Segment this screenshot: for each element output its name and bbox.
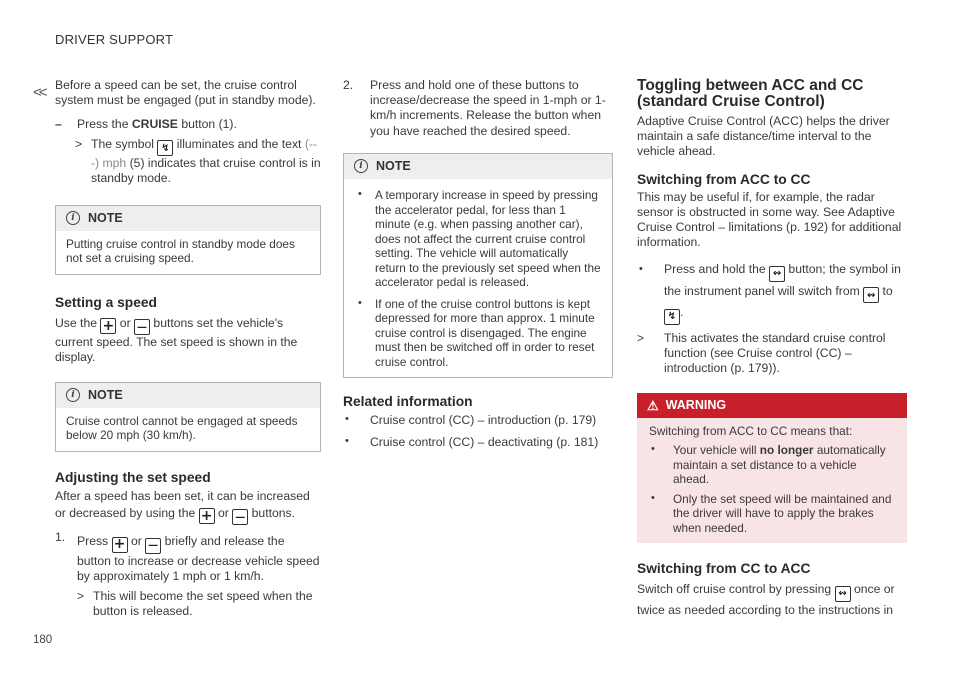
warning-intro: Switching from ACC to CC means that:	[649, 423, 853, 438]
warning-body	[637, 418, 907, 544]
page-number: 180	[33, 634, 53, 646]
step1-or: or	[130, 534, 142, 549]
step-result	[55, 137, 321, 187]
note-title: NOTE	[376, 158, 411, 173]
intro-text: Before a speed can be set, the cruise control system must be engaged (put in standby mode).	[55, 78, 316, 108]
cruise-standby-icon	[664, 309, 680, 325]
note-title: NOTE	[88, 210, 123, 225]
note-body: Cruise control cannot be engaged at speeds below 20 mph (30 km/h).	[66, 413, 298, 443]
related-link-item[interactable]	[343, 435, 613, 450]
setting-or: or	[119, 315, 131, 330]
note-header	[56, 383, 320, 408]
heading-setting-speed: Setting a speed	[55, 294, 157, 310]
bullet-marker: •	[651, 491, 655, 504]
result-text-mid: illuminates and the text	[176, 136, 302, 151]
heading-cc-to-acc: Switching from CC to ACC	[637, 561, 811, 577]
note-header	[344, 154, 612, 179]
note-bullet-text: A temporary increase in speed by pressing the accelerator pedal, for less than 1 minute (e.g. when passing another car), does not affect the current cruise control setting. The vehicle will automatically return to the previously set speed when the accelerator pedal is released.	[375, 188, 601, 290]
setting-text	[55, 316, 321, 366]
step-number: 1.	[55, 530, 66, 545]
cruise-standby-icon	[157, 140, 173, 156]
cruise-button-label: CRUISE	[131, 117, 178, 132]
step-text-end: button (1).	[181, 117, 237, 132]
adjust-text-post: buttons.	[251, 505, 296, 520]
setting-text-post: buttons set the vehicle's current speed. The set speed is shown in the display.	[55, 315, 298, 365]
column-3	[637, 78, 907, 619]
bullet-marker: •	[358, 296, 362, 309]
heading-toggling: Toggling between ACC and CC (standard Cruise Control)	[637, 77, 864, 110]
heading-adjusting-speed: Adjusting the set speed	[55, 469, 211, 485]
acc-to-cc-text: This may be useful if, for example, the radar sensor is obstructed in some way. See Adaptive Cruise Control – limitations (p. 192) for additional information.	[637, 189, 902, 250]
result-text-pre: The symbol	[91, 136, 154, 151]
step1-result	[77, 589, 321, 619]
note-body: Putting cruise control in standby mode does not set a cruising speed.	[66, 236, 295, 266]
acc-result-text: This activates the standard cruise control function (see Cruise control (CC) – introduction (p. 179)).	[664, 330, 886, 376]
result-text-post: (5) indicates that cruise control is in standby mode.	[91, 156, 321, 186]
note-bullet	[356, 188, 602, 290]
warning-bullet-bold: no longer	[759, 443, 814, 458]
adjust-text-pre: After a speed has been set, it can be increased or decreased by using the	[55, 488, 310, 520]
related-link-item[interactable]	[343, 413, 613, 428]
note-body	[344, 179, 612, 377]
bullet-marker: •	[639, 263, 643, 276]
minus-button-icon	[145, 538, 161, 554]
acc-icon	[863, 287, 879, 303]
step1-text-post: briefly and release the button to increase or decrease vehicle speed by approximately 1 mph or 1 km/h.	[77, 534, 320, 584]
adjust-or: or	[218, 505, 229, 520]
toggle-text: Adaptive Cruise Control (ACC) helps the driver maintain a safe distance/time interval to the vehicle ahead.	[637, 114, 890, 159]
note-title: NOTE	[88, 387, 123, 402]
numbered-step-1	[55, 530, 321, 619]
note-min-speed	[55, 382, 321, 452]
acc-icon	[769, 266, 785, 282]
bullet-marker: •	[358, 188, 362, 201]
plus-button-icon	[112, 537, 128, 553]
step1-result-text: This will become the set speed when the button is released.	[93, 589, 313, 619]
step1-text-pre: Press	[77, 534, 109, 549]
acc-step-text-pre: Press and hold the	[664, 262, 766, 277]
adjust-text	[55, 488, 321, 526]
note-bullet	[356, 297, 602, 370]
heading-related-info: Related information	[343, 394, 473, 410]
note-temporary-increase	[343, 153, 613, 378]
related-link[interactable]: Cruise control (CC) – deactivating (p. 181)	[370, 435, 599, 450]
acc-step-text-to: to	[882, 283, 893, 298]
result-marker: >	[637, 330, 645, 345]
warning-box	[637, 393, 907, 544]
bullet-marker: •	[651, 443, 655, 456]
plus-button-icon	[100, 318, 116, 334]
setting-text-pre: Use the	[55, 315, 98, 330]
warning-bullet	[649, 492, 895, 536]
cc-to-acc-text-post: once or twice as needed according to the instructions in	[637, 582, 895, 617]
minus-button-icon	[134, 319, 150, 335]
note-header	[56, 206, 320, 231]
cc-to-acc-text	[637, 581, 907, 619]
acc-step-text-mid: button; the symbol in the instrument panel will switch from	[664, 262, 901, 298]
column-2	[343, 78, 613, 450]
step2-text: Press and hold one of these buttons to increase/decrease the speed in 1-mph or 1-km/h increments. Release the button when you have reached the desired speed.	[370, 78, 606, 138]
back-nav-icon[interactable]: <<	[33, 84, 45, 101]
warning-bullet-text: Only the set speed will be maintained and the driver will have to apply the brakes when needed.	[673, 491, 892, 535]
warning-bullet	[649, 443, 895, 487]
page-header: DRIVER SUPPORT	[55, 32, 174, 47]
note-bullet-text: If one of the cruise control buttons is kept depressed for more than approx. 1 minute cruise control is disengaged. The engine must then be switched off in order to reset cruise control.	[375, 296, 595, 369]
info-icon: i	[66, 211, 80, 225]
warning-icon: ⚠	[647, 397, 659, 413]
cc-to-acc-text-pre: Switch off cruise control by pressing	[637, 582, 832, 597]
warning-bullet-post: automatically maintain a set distance to a vehicle ahead.	[673, 443, 886, 487]
minus-button-icon	[232, 509, 248, 525]
warning-bullet-pre: Your vehicle will	[673, 443, 757, 458]
warning-title: WARNING	[665, 397, 727, 412]
dash-marker: –	[55, 117, 62, 132]
bullet-marker: •	[345, 413, 349, 426]
result-marker: >	[75, 136, 83, 151]
acc-icon	[835, 586, 851, 602]
step-number: 2.	[343, 78, 354, 92]
step-text: Press the	[77, 117, 129, 132]
bullet-marker: •	[345, 435, 349, 448]
acc-to-cc-result	[637, 331, 907, 377]
info-icon: i	[354, 159, 368, 173]
note-standby	[55, 205, 321, 275]
standby-speed-text: (---) mph	[91, 136, 318, 171]
numbered-step-2	[343, 78, 613, 139]
info-icon: i	[66, 388, 80, 402]
acc-to-cc-step	[637, 260, 907, 325]
warning-header	[637, 393, 907, 418]
step-press-cruise	[55, 117, 321, 132]
acc-step-text-end: .	[680, 305, 684, 320]
related-link[interactable]: Cruise control (CC) – introduction (p. 179)	[370, 413, 597, 428]
heading-acc-to-cc: Switching from ACC to CC	[637, 171, 811, 187]
result-marker: >	[77, 589, 85, 604]
plus-button-icon	[199, 508, 215, 524]
column-1	[55, 78, 321, 620]
